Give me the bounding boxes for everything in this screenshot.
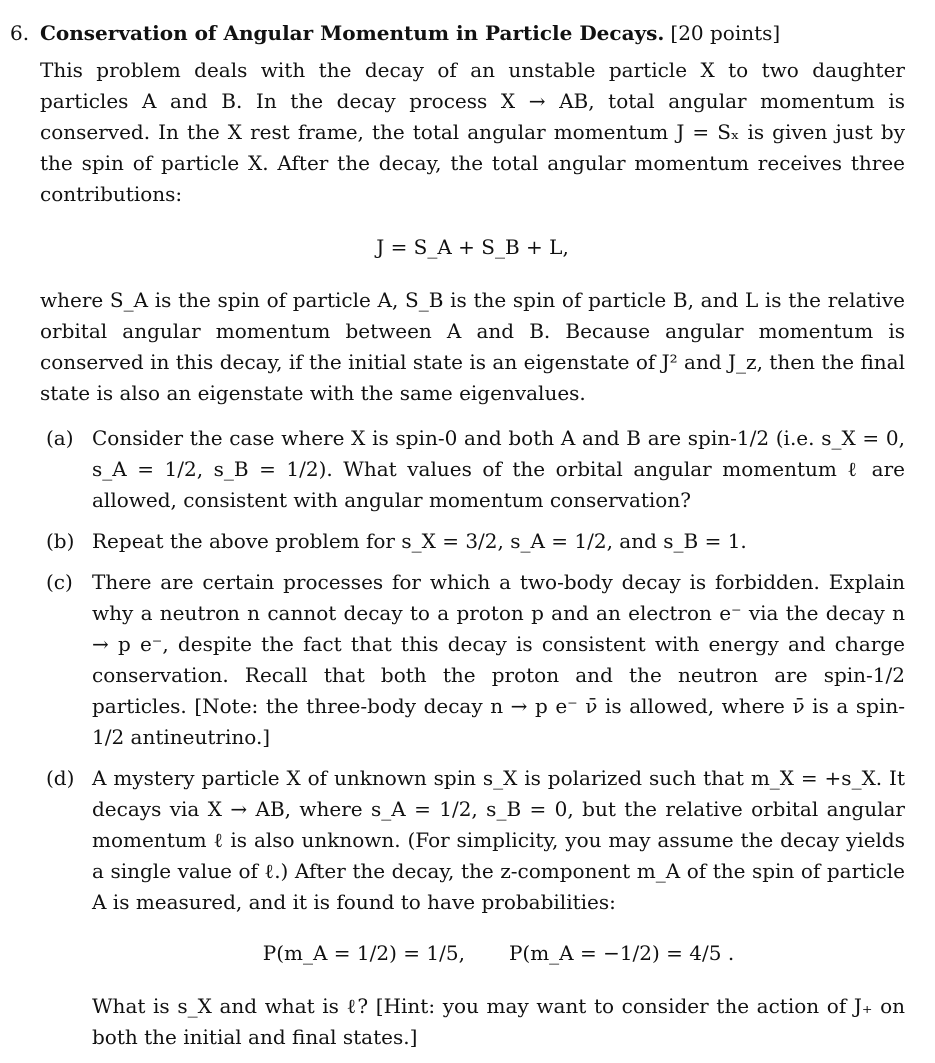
part-a-label: (a)	[46, 426, 74, 450]
probability-down: P(m_A = −1/2) = 4/5 .	[508, 941, 735, 965]
part-d-followup: What is s_X and what is ℓ? [Hint: you may want to consider the action of J₊ on both the initial and final states.]	[92, 994, 905, 1049]
probability-equations	[92, 938, 905, 969]
problem-heading	[10, 18, 905, 49]
problem-points: [20 points]	[670, 21, 781, 45]
probability-up: P(m_A = 1/2) = 1/5,	[262, 941, 465, 965]
part-d-text: A mystery particle X of unknown spin s_X is polarized such that m_X = +s_X. It decays via X → AB, where s_A = 1/2, s_B = 0, but the relative orbital angular momentum ℓ is also unknown. (For simplicity, you may assume the decay yields a single value of ℓ.) After the decay, the z-component m_A of the spin of particle A is measured, and it is found to have probabilities:	[92, 766, 905, 914]
problem-intro: This problem deals with the decay of an unstable particle X to two daughter particles A and B. In the decay process X → AB, total angular momentum is conserved. In the X rest frame, the total angular momentum J = Sₓ is given just by the spin of particle X. After the decay, the total angular momentum receives three contributions:	[40, 58, 905, 206]
part-c-text: There are certain processes for which a two-body decay is forbidden. Explain why a neutron n cannot decay to a proton p and an electron e⁻ via the decay n → p e⁻, despite the fact that this decay is consistent with energy and charge conservation. Recall that both the proton and the neutron are spin-1/2 particles. [Note: the three-body decay n → p e⁻ ν̄ is allowed, where ν̄ is a spin-1/2 antineutrino.]	[92, 570, 905, 749]
problem-explanation: where S_A is the spin of particle A, S_B is the spin of particle B, and L is the relative orbital angular momentum between A and B. Because angular momentum is conserved in this decay, if the initial state is an eigenstate of J² and J_z, then the final state is also an eigenstate with the same eigenvalues.	[40, 288, 905, 405]
problem-number: 6.	[10, 21, 30, 45]
part-b-label: (b)	[46, 529, 75, 553]
part-d-label: (d)	[46, 766, 75, 790]
part-c	[10, 567, 905, 753]
part-d	[10, 763, 905, 1053]
problem-title: Conservation of Angular Momentum in Particle Decays.	[40, 21, 665, 45]
part-a	[10, 423, 905, 516]
part-b-text: Repeat the above problem for s_X = 3/2, s_A = 1/2, and s_B = 1.	[92, 529, 747, 553]
part-b	[10, 526, 905, 557]
problem-parts	[10, 423, 905, 1053]
problem-6	[10, 18, 905, 1063]
angular-momentum-equation: J = S_A + S_B + L,	[376, 235, 569, 259]
part-c-label: (c)	[46, 570, 73, 594]
part-a-text: Consider the case where X is spin-0 and both A and B are spin-1/2 (i.e. s_X = 0, s_A = 1/2, s_B = 1/2). What values of the orbital angular momentum ℓ are allowed, consistent with angular momentum conservation?	[92, 426, 905, 512]
